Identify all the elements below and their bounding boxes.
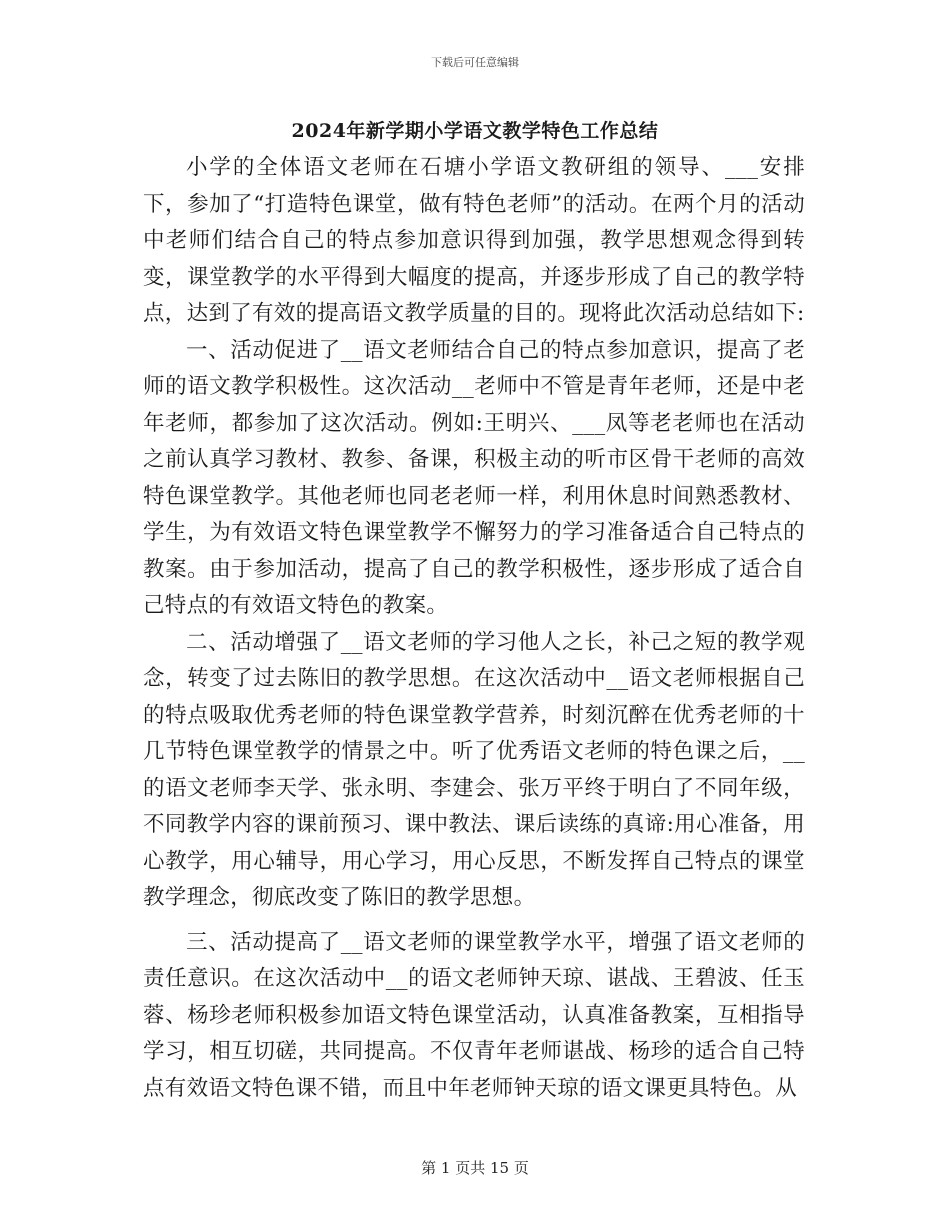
- paragraph-section-1: 一、活动促进了__语文老师结合自己的特点参加意识，提高了老师的语文教学积极性。这次活动__老师中不管是青年老师，还是中老年老师，都参加了这次活动。例如:王明兴、___凤等老老师也在活动之前认真学习教材、教参、备课，积极主动的听市区骨干老师的高效特色课堂教学。其他老师也同老老师一样，利用休息时间熟悉教材、学生，为有效语文特色课堂教学不懈努力的学习准备适合自己特点的教案。由于参加活动，提高了自己的教学积极性，逐步形成了适合自己特点的有效语文特色的教案。: [143, 337, 805, 618]
- document-title: 2024年新学期小学语文教学特色工作总结: [291, 120, 659, 142]
- paragraph-section-3: 三、活动提高了__语文老师的课堂教学水平，增强了语文老师的责任意识。在这次活动中__的语文老师钟天琼、谌战、王碧波、任玉蓉、杨珍老师积极参加语文特色课堂活动，认真准备教案，互相指导学习，相互切磋，共同提高。不仅青年老师谌战、杨珍的适合自己特点有效语文特色课不错，而且中年老师钟天琼的语文课更具特色。从: [143, 929, 805, 1101]
- paragraph-section-2: 二、活动增强了__语文老师的学习他人之长，补己之短的教学观念，转变了过去陈旧的教学思想。在这次活动中__语文老师根据自己的特点吸取优秀老师的特色课堂教学营养，时刻沉醉在优秀老师的十几节特色课堂教学的情景之中。听了优秀语文老师的特色课之后，__的语文老师李天学、张永明、李建会、张万平终于明白了不同年级，不同教学内容的课前预习、课中教法、课后读练的真谛:用心准备，用心教学，用心辅导，用心学习，用心反思，不断发挥自己特点的课堂教学理念，彻底改变了陈旧的教学思想。: [143, 629, 805, 910]
- document-body: [143, 150, 805, 1107]
- paragraph-intro: 小学的全体语文老师在石塘小学语文教研组的领导、___安排下，参加了“打造特色课堂，做有特色老师”的活动。在两个月的活动中老师们结合自己的特点参加意识得到加强，教学思想观念得到转变，课堂教学的水平得到大幅度的提高，并逐步形成了自己的教学特点，达到了有效的提高语文教学质量的目的。现将此次活动总结如下:: [143, 155, 805, 326]
- header-note: 下载后可任意编辑: [431, 56, 519, 69]
- page-number: 第 1 页共 15 页: [421, 1159, 529, 1177]
